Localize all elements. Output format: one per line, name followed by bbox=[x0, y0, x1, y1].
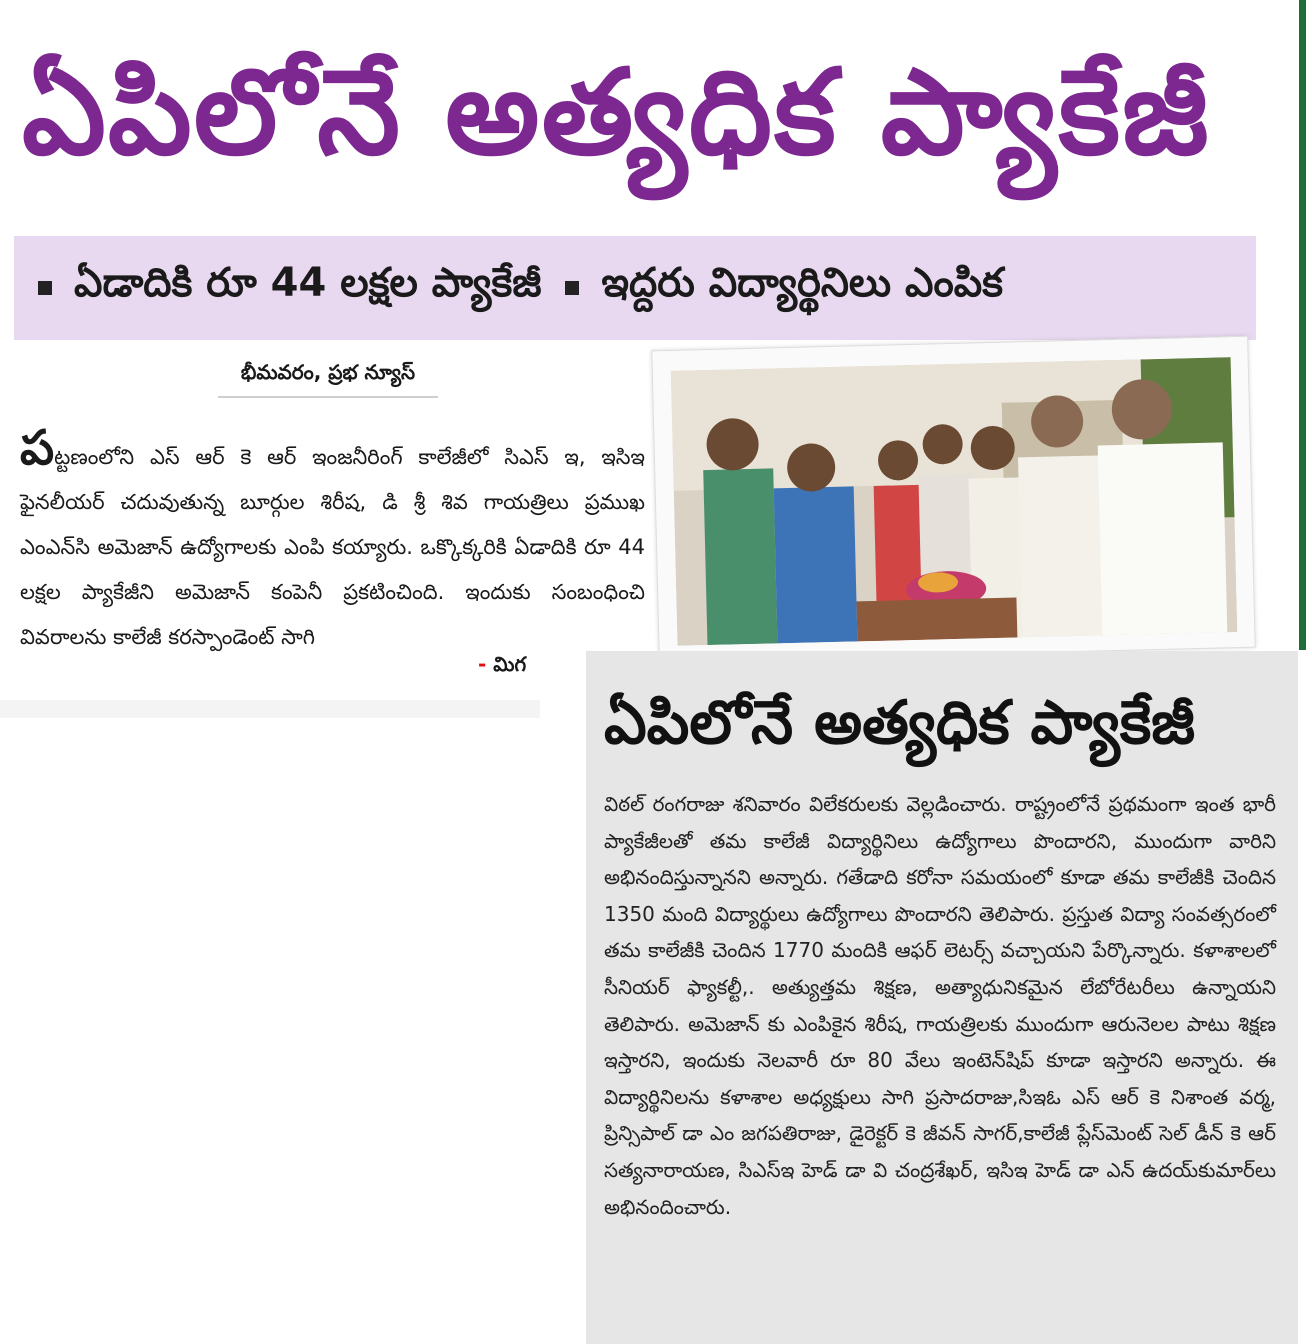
dropcap: ప bbox=[20, 420, 55, 476]
column-shadow bbox=[0, 700, 540, 718]
article-text-right: విఠల్ రంగరాజు శనివారం విలేకరులకు వెల్లడించారు. రాష్ట్రంలోనే ప్రథమంగా ఇంత భారీ ప్యాకేజీలతో తమ కాలేజీ విద్యార్థినిలు ఉద్యోగాలు పొందారని, ముందుగా వారిని అభినందిస్తున్నానని అన్నారు. గతేడాది కరోనా సమయంలో కూడా తమ కాలేజీకి చెందిన 1350 మంది విద్యార్థులు ఉద్యోగాలు పొందారని తెలిపారు. ప్రస్తుత విద్యా సంవత్సరంలో తమ కాలేజీకి చెందిన 1770 మందికి ఆఫర్ లెటర్స్ వచ్చాయని పేర్కొన్నారు. కళాశాలలో సీనియర్ ఫ్యాకల్టీ,. అత్యుత్తమ శిక్షణ, అత్యాధునికమైన లేబోరేటరీలు ఉన్నాయని తెలిపారు. అమెజాన్ కు ఎంపికైన శిరీష, గాయత్రిలకు ముందుగా ఆరునెలల పాటు శిక్షణ ఇస్తారని, ఇందుకు నెలవారీ రూ 80 వేలు ఇంటెన్‌షిప్ కూడా ఇస్తారని అన్నారు. ఈ విద్యార్థినిలను కళాశాల అధ్యక్షులు సాగి ప్రసాదరాజు,సిఇఓ ఎస్ ఆర్ కె నిశాంత వర్మ, ప్రిన్సిపాల్ డా ఎం జగపతిరాజు, డైరెక్టర్ కె జీవన్ సాగర్,కాలేజీ ప్లేస్‌మెంట్ సెల్ డీన్ కె ఆర్ సత్యనారాయణ, సిఎస్ఇ హెడ్ డా వి చంద్రశేఖర్, ఇసిఇ హెడ్ డా ఎన్ ఉదయ్‌కుమార్‌లు అభినందించారు. bbox=[604, 792, 1276, 1219]
article-body-left bbox=[20, 420, 645, 660]
subheading-1: ఏడాదికి రూ 44 లక్షల ప్యాకేజీ bbox=[74, 260, 542, 306]
subheading-band bbox=[14, 236, 1256, 340]
bullet-icon bbox=[565, 281, 579, 295]
article-text-left: ట్టణంలోని ఎస్ ఆర్ కె ఆర్ ఇంజనీరింగ్ కాలేజీలో సిఎస్ ఇ, ఇసిఇ ఫైనలీయర్ చదువుతున్న బూర్గుల శిరీష, డి శ్రీ శివ గాయత్రిలు ప్రముఖ ఎంఎన్‌సి అమెజాన్ ఉద్యోగాలకు ఎంపి కయ్యారు. ఒక్కొక్కరికి ఏడాదికి రూ 44 లక్షల ప్యాకేజీని అమెజాన్ కంపెనీ ప్రకటించింది. ఇందుకు సంబంధించి వివరాలను కాలేజీ కరస్పాండెంట్ సాగి bbox=[20, 445, 645, 649]
bullet-icon bbox=[38, 281, 52, 295]
continuation-title: ఏపిలోనే అత్యధిక ప్యాకేజీ bbox=[604, 688, 1196, 758]
headline: ఏపిలోనే అత్యధిక ప్యాకేజీ bbox=[22, 43, 1211, 181]
page-edge-rule bbox=[1299, 0, 1306, 650]
subheading-2: ఇద్దరు విద్యార్థినిలు ఎంపిక bbox=[601, 260, 1004, 306]
continued-marker bbox=[478, 652, 526, 681]
continued-label: మిగ bbox=[493, 652, 527, 676]
dateline: భీమవరం, ప్రభ న్యూస్ bbox=[218, 356, 438, 398]
continued-dash: - bbox=[478, 652, 487, 676]
photo-illustration bbox=[671, 357, 1238, 646]
news-photo bbox=[651, 336, 1255, 662]
